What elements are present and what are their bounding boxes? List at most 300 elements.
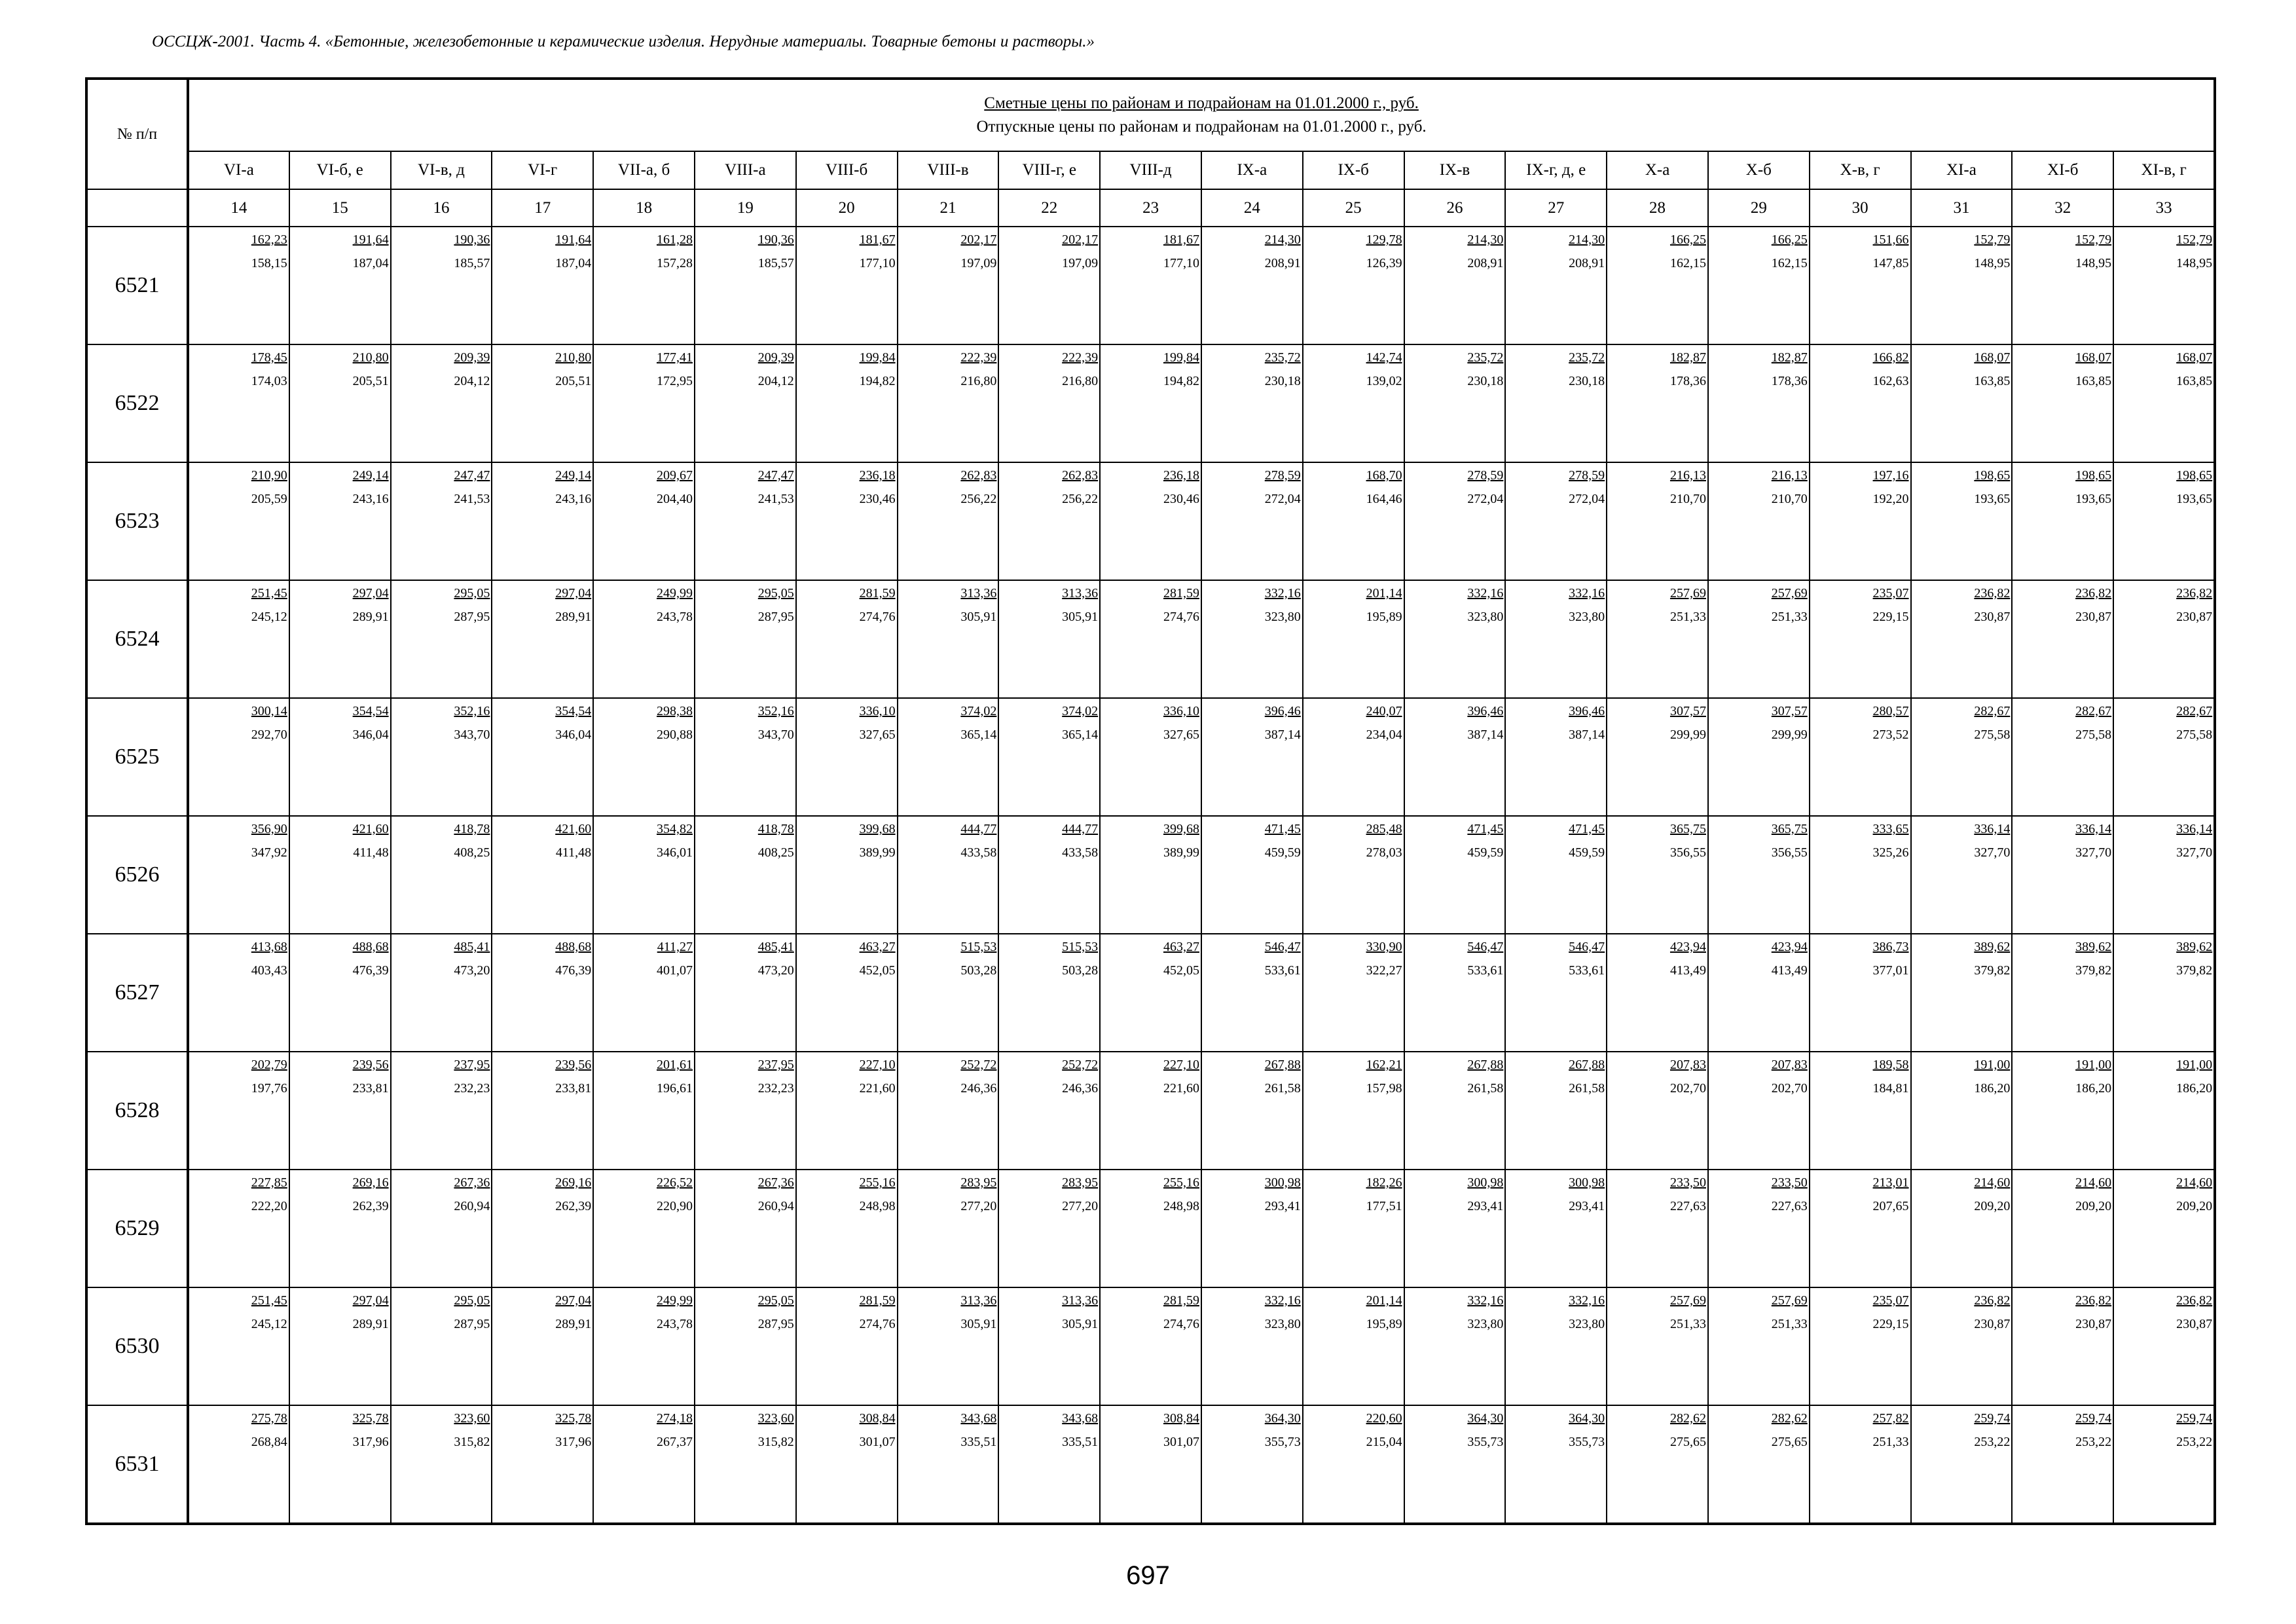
- release-price: 233,81: [555, 1081, 592, 1096]
- price-cell: [1810, 816, 1911, 934]
- estimate-price: 236,82: [2075, 586, 2112, 600]
- release-price: 194,82: [1163, 374, 1199, 388]
- price-cell: [998, 698, 1100, 816]
- estimate-price: 365,75: [1771, 822, 1808, 836]
- price-cell: [1607, 227, 1708, 344]
- row-number: 6524: [86, 580, 188, 698]
- price-cell: [1708, 462, 1810, 580]
- release-price: 241,53: [454, 492, 490, 506]
- release-price: 377,01: [1872, 963, 1909, 978]
- release-price: 452,05: [1163, 963, 1199, 978]
- estimate-price: 210,80: [555, 350, 592, 365]
- release-price: 473,20: [454, 963, 490, 978]
- release-price: 411,48: [555, 845, 592, 860]
- estimate-price: 249,14: [352, 468, 389, 483]
- release-price: 289,91: [555, 610, 592, 624]
- release-price: 275,58: [2075, 728, 2112, 742]
- release-price: 327,70: [1974, 845, 2011, 860]
- estimate-price: 282,67: [1974, 704, 2011, 718]
- price-cell: [2012, 934, 2113, 1052]
- price-cell: [1201, 816, 1303, 934]
- price-cell: [1505, 580, 1607, 698]
- release-price: 323,80: [1264, 610, 1301, 624]
- estimate-price: 247,47: [454, 468, 490, 483]
- price-cell: [1100, 1287, 1201, 1405]
- release-price: 365,14: [1062, 728, 1099, 742]
- release-price: 287,95: [757, 1317, 794, 1331]
- estimate-price: 295,05: [454, 1293, 490, 1308]
- estimate-price: 189,58: [1872, 1058, 1909, 1072]
- price-cell: [1201, 934, 1303, 1052]
- estimate-price: 421,60: [352, 822, 389, 836]
- release-price: 126,39: [1366, 256, 1402, 270]
- region-header: VIII-в: [898, 151, 999, 189]
- estimate-price: 332,16: [1264, 586, 1301, 600]
- estimate-price: 307,57: [1771, 704, 1808, 718]
- release-price: 389,99: [859, 845, 896, 860]
- estimate-price: 249,14: [555, 468, 592, 483]
- estimate-price: 278,59: [1569, 468, 1605, 483]
- price-cell: [1100, 227, 1201, 344]
- release-price: 220,90: [656, 1199, 693, 1213]
- price-cell: [1911, 698, 2013, 816]
- release-price: 185,57: [454, 256, 490, 270]
- release-price: 251,33: [1771, 610, 1808, 624]
- estimate-price: 257,69: [1669, 586, 1706, 600]
- estimate-price: 207,83: [1669, 1058, 1706, 1072]
- estimate-price: 399,68: [1163, 822, 1199, 836]
- release-price: 246,36: [960, 1081, 997, 1096]
- estimate-price: 236,82: [1974, 586, 2011, 600]
- release-price: 272,04: [1569, 492, 1605, 506]
- estimate-price: 191,00: [2075, 1058, 2112, 1072]
- release-price: 389,99: [1163, 845, 1199, 860]
- release-price: 230,18: [1264, 374, 1301, 388]
- release-price: 230,87: [2075, 1317, 2112, 1331]
- estimate-price: 222,39: [1062, 350, 1099, 365]
- release-price: 205,51: [555, 374, 592, 388]
- price-cell: [1708, 816, 1810, 934]
- estimate-price: 298,38: [656, 704, 693, 718]
- table-row: [86, 1170, 2215, 1287]
- release-price: 503,28: [1062, 963, 1099, 978]
- release-price: 335,51: [1062, 1435, 1099, 1449]
- estimate-price: 249,99: [656, 1293, 693, 1308]
- estimate-price: 190,36: [454, 232, 490, 247]
- price-cell: [1303, 698, 1404, 816]
- estimate-price: 237,95: [454, 1058, 490, 1072]
- estimate-price: 356,90: [251, 822, 287, 836]
- price-cell: [391, 1287, 492, 1405]
- release-price: 401,07: [656, 963, 693, 978]
- estimate-price: 463,27: [859, 940, 896, 954]
- price-cell: [289, 580, 391, 698]
- price-cell: [2012, 344, 2113, 462]
- release-price: 209,20: [1974, 1199, 2011, 1213]
- estimate-price: 240,07: [1366, 704, 1402, 718]
- release-price: 452,05: [859, 963, 896, 978]
- column-number: 19: [695, 189, 796, 227]
- price-cell: [796, 344, 898, 462]
- estimate-price: 233,50: [1771, 1175, 1808, 1190]
- estimate-price: 325,78: [555, 1411, 592, 1426]
- price-cell: [1505, 1405, 1607, 1524]
- price-cell: [2113, 227, 2215, 344]
- price-cell: [2113, 1287, 2215, 1405]
- estimate-price: 330,90: [1366, 940, 1402, 954]
- estimate-price: 313,36: [960, 586, 997, 600]
- release-price: 227,63: [1669, 1199, 1706, 1213]
- release-price: 197,09: [960, 256, 997, 270]
- estimate-price: 257,69: [1771, 1293, 1808, 1308]
- release-price: 204,40: [656, 492, 693, 506]
- estimate-price: 236,82: [1974, 1293, 2011, 1308]
- estimate-price: 226,52: [656, 1175, 693, 1190]
- price-cell: [1303, 227, 1404, 344]
- row-number: 6521: [86, 227, 188, 344]
- estimate-price: 282,62: [1669, 1411, 1706, 1426]
- price-cell: [695, 462, 796, 580]
- release-price: 177,51: [1366, 1199, 1402, 1213]
- release-price: 158,15: [251, 256, 287, 270]
- column-number: 17: [492, 189, 593, 227]
- price-cell: [2113, 344, 2215, 462]
- column-number: 25: [1303, 189, 1404, 227]
- release-price: 387,14: [1467, 728, 1504, 742]
- release-price: 299,99: [1771, 728, 1808, 742]
- estimate-price: 201,61: [656, 1058, 693, 1072]
- release-price: 222,20: [251, 1199, 287, 1213]
- price-cell: [289, 1287, 391, 1405]
- release-price: 230,18: [1467, 374, 1504, 388]
- estimate-price: 300,98: [1467, 1175, 1504, 1190]
- table-row: [86, 934, 2215, 1052]
- price-cell: [998, 227, 1100, 344]
- estimate-price: 207,83: [1771, 1058, 1808, 1072]
- estimate-price: 354,54: [555, 704, 592, 718]
- estimate-price: 201,14: [1366, 1293, 1402, 1308]
- estimate-price: 191,64: [555, 232, 592, 247]
- estimate-price: 252,72: [960, 1058, 997, 1072]
- release-price: 327,70: [2075, 845, 2112, 860]
- price-cell: [1810, 698, 1911, 816]
- release-price: 197,09: [1062, 256, 1099, 270]
- price-cell: [796, 1170, 898, 1287]
- release-price: 325,26: [1872, 845, 1909, 860]
- price-cell: [2113, 816, 2215, 934]
- price-cell: [391, 344, 492, 462]
- estimate-price: 259,74: [1974, 1411, 2011, 1426]
- row-number-header: № п/п: [86, 79, 188, 189]
- release-price: 184,81: [1872, 1081, 1909, 1096]
- estimate-price: 413,68: [251, 940, 287, 954]
- estimate-price: 236,82: [2075, 1293, 2112, 1308]
- estimate-price: 166,25: [1669, 232, 1706, 247]
- release-price: 185,57: [757, 256, 794, 270]
- column-number: 21: [898, 189, 999, 227]
- price-cell: [289, 1170, 391, 1287]
- price-cell: [1303, 1052, 1404, 1170]
- release-price: 232,23: [757, 1081, 794, 1096]
- estimate-price: 236,18: [1163, 468, 1199, 483]
- column-number-blank: [86, 189, 188, 227]
- estimate-price: 399,68: [859, 822, 896, 836]
- price-cell: [1810, 344, 1911, 462]
- price-cell: [1708, 580, 1810, 698]
- price-cell: [1708, 344, 1810, 462]
- estimate-price: 210,80: [352, 350, 389, 365]
- release-price: 147,85: [1872, 256, 1909, 270]
- price-cell: [1911, 462, 2013, 580]
- document-header: ОССЦЖ-2001. Часть 4. «Бетонные, железобетонные и керамические изделия. Нерудные материалы. Товарные бетоны и растворы.»: [152, 33, 1095, 50]
- price-cell: [2012, 227, 2113, 344]
- estimate-price: 178,45: [251, 350, 287, 365]
- estimate-price: 166,25: [1771, 232, 1808, 247]
- release-price: 197,76: [251, 1081, 287, 1096]
- release-price: 193,65: [1974, 492, 2011, 506]
- release-price: 268,84: [251, 1435, 287, 1449]
- price-cell: [1911, 1405, 2013, 1524]
- region-header: VI-а: [188, 151, 289, 189]
- estimate-price: 267,88: [1569, 1058, 1605, 1072]
- release-price: 186,20: [1974, 1081, 2011, 1096]
- release-price: 260,94: [757, 1199, 794, 1213]
- release-price: 403,43: [251, 963, 287, 978]
- price-cell: [593, 227, 695, 344]
- estimate-price: 546,47: [1264, 940, 1301, 954]
- release-price: 221,60: [859, 1081, 896, 1096]
- estimate-price: 168,07: [1974, 350, 2011, 365]
- price-cell: [188, 462, 289, 580]
- estimate-price: 389,62: [2075, 940, 2112, 954]
- estimate-price: 374,02: [1062, 704, 1099, 718]
- release-price: 299,99: [1669, 728, 1706, 742]
- release-price: 230,87: [1974, 610, 2011, 624]
- estimate-price: 444,77: [960, 822, 997, 836]
- estimate-price: 214,60: [2075, 1175, 2112, 1190]
- price-cell: [695, 1170, 796, 1287]
- price-cell: [289, 227, 391, 344]
- estimate-price: 182,87: [1771, 350, 1808, 365]
- estimate-price: 485,41: [454, 940, 490, 954]
- estimate-price: 129,78: [1366, 232, 1402, 247]
- release-price: 162,15: [1669, 256, 1706, 270]
- release-price: 178,36: [1669, 374, 1706, 388]
- region-header-row: [86, 151, 2215, 189]
- price-cell: [2113, 462, 2215, 580]
- release-price: 275,65: [1771, 1435, 1808, 1449]
- estimate-price: 282,67: [2075, 704, 2112, 718]
- estimate-price: 295,05: [454, 586, 490, 600]
- release-price: 164,46: [1366, 492, 1402, 506]
- release-price: 216,80: [960, 374, 997, 388]
- price-cell: [898, 462, 999, 580]
- estimate-price: 252,72: [1062, 1058, 1099, 1072]
- price-cell: [2012, 816, 2113, 934]
- column-number: 32: [2012, 189, 2113, 227]
- price-cell: [1100, 934, 1201, 1052]
- release-price: 230,87: [2176, 1317, 2213, 1331]
- price-cell: [391, 227, 492, 344]
- estimate-price: 151,66: [1872, 232, 1909, 247]
- release-price: 323,80: [1264, 1317, 1301, 1331]
- price-cell: [1201, 1052, 1303, 1170]
- release-price: 275,58: [2176, 728, 2213, 742]
- estimate-price: 152,79: [1974, 232, 2011, 247]
- estimate-price: 222,39: [960, 350, 997, 365]
- price-cell: [1100, 816, 1201, 934]
- estimate-price: 336,14: [2075, 822, 2112, 836]
- release-price: 139,02: [1366, 374, 1402, 388]
- release-price: 205,59: [251, 492, 287, 506]
- release-price: 174,03: [251, 374, 287, 388]
- release-price: 186,20: [2176, 1081, 2213, 1096]
- price-cell: [1505, 934, 1607, 1052]
- release-price: 256,22: [1062, 492, 1099, 506]
- release-price: 533,61: [1264, 963, 1301, 978]
- estimate-price: 182,87: [1669, 350, 1706, 365]
- price-cell: [898, 698, 999, 816]
- price-cell: [1505, 1052, 1607, 1170]
- release-price: 476,39: [352, 963, 389, 978]
- release-price: 323,80: [1569, 1317, 1605, 1331]
- release-price: 355,73: [1467, 1435, 1504, 1449]
- estimate-price: 332,16: [1467, 586, 1504, 600]
- release-price: 243,78: [656, 610, 693, 624]
- estimate-price: 313,36: [1062, 586, 1099, 600]
- estimate-price-title: Сметные цены по районам и подрайонам на 01.01.2000 г., руб.: [984, 94, 1419, 112]
- price-cell: [1708, 934, 1810, 1052]
- price-cell: [188, 1052, 289, 1170]
- price-cell: [1404, 462, 1506, 580]
- price-cell: [1810, 1287, 1911, 1405]
- estimate-price: 262,83: [960, 468, 997, 483]
- estimate-price: 251,45: [251, 1293, 287, 1308]
- price-cell: [1607, 1170, 1708, 1287]
- release-price: 290,88: [656, 728, 693, 742]
- price-cell: [796, 698, 898, 816]
- release-price: 245,12: [251, 610, 287, 624]
- price-cell: [1404, 698, 1506, 816]
- price-cell: [695, 1405, 796, 1524]
- region-header: VIII-а: [695, 151, 796, 189]
- estimate-price: 352,16: [454, 704, 490, 718]
- estimate-price: 152,79: [2075, 232, 2112, 247]
- price-cell: [1810, 1170, 1911, 1287]
- estimate-price: 216,13: [1771, 468, 1808, 483]
- release-price: 229,15: [1872, 610, 1909, 624]
- price-cell: [796, 227, 898, 344]
- release-price: 473,20: [757, 963, 794, 978]
- region-header: IX-б: [1303, 151, 1404, 189]
- estimate-price: 257,82: [1872, 1411, 1909, 1426]
- estimate-price: 423,94: [1771, 940, 1808, 954]
- estimate-price: 336,10: [1163, 704, 1199, 718]
- price-cell: [1911, 1052, 2013, 1170]
- estimate-price: 198,65: [2176, 468, 2213, 483]
- release-price: 157,28: [656, 256, 693, 270]
- price-cell: [695, 344, 796, 462]
- price-cell: [1911, 1170, 2013, 1287]
- release-price: 215,04: [1366, 1435, 1402, 1449]
- price-cell: [1607, 580, 1708, 698]
- page-number: 697: [1126, 1561, 1170, 1590]
- row-number: 6523: [86, 462, 188, 580]
- release-price: 202,70: [1669, 1081, 1706, 1096]
- estimate-price: 281,59: [1163, 1293, 1199, 1308]
- release-price: 187,04: [352, 256, 389, 270]
- estimate-price: 323,60: [454, 1411, 490, 1426]
- release-price: 413,49: [1771, 963, 1808, 978]
- release-price: 208,91: [1467, 256, 1504, 270]
- price-cell: [998, 344, 1100, 462]
- price-cell: [1404, 1052, 1506, 1170]
- release-price: 292,70: [251, 728, 287, 742]
- price-cell: [2113, 698, 2215, 816]
- estimate-price: 308,84: [1163, 1411, 1199, 1426]
- estimate-price: 235,07: [1872, 586, 1909, 600]
- release-price: 230,87: [2176, 610, 2213, 624]
- estimate-price: 343,68: [1062, 1411, 1099, 1426]
- price-cell: [1810, 1052, 1911, 1170]
- column-number: 18: [593, 189, 695, 227]
- price-cell: [1607, 462, 1708, 580]
- release-price: 172,95: [656, 374, 693, 388]
- price-cell: [1303, 1287, 1404, 1405]
- price-cell: [695, 698, 796, 816]
- estimate-price: 471,45: [1264, 822, 1301, 836]
- estimate-price: 210,90: [251, 468, 287, 483]
- price-cell: [1404, 227, 1506, 344]
- estimate-price: 354,54: [352, 704, 389, 718]
- estimate-price: 227,10: [859, 1058, 896, 1072]
- release-price: 379,82: [1974, 963, 2011, 978]
- release-price: 275,65: [1669, 1435, 1706, 1449]
- release-price: 245,12: [251, 1317, 287, 1331]
- release-price: 230,87: [2075, 610, 2112, 624]
- estimate-price: 332,16: [1467, 1293, 1504, 1308]
- release-price: 356,55: [1669, 845, 1706, 860]
- price-cell: [391, 1052, 492, 1170]
- estimate-price: 267,36: [454, 1175, 490, 1190]
- price-cell: [1708, 1405, 1810, 1524]
- estimate-price: 515,53: [1062, 940, 1099, 954]
- price-cell: [1100, 1052, 1201, 1170]
- estimate-price: 281,59: [859, 1293, 896, 1308]
- price-cell: [1607, 344, 1708, 462]
- estimate-price: 168,70: [1366, 468, 1402, 483]
- region-header: XI-б: [2012, 151, 2113, 189]
- release-price: 262,39: [352, 1199, 389, 1213]
- estimate-price: 239,56: [555, 1058, 592, 1072]
- release-price: 387,14: [1569, 728, 1605, 742]
- release-price: 248,98: [859, 1199, 896, 1213]
- estimate-price: 190,36: [757, 232, 794, 247]
- estimate-price: 262,83: [1062, 468, 1099, 483]
- column-number: 33: [2113, 189, 2215, 227]
- release-price: 261,58: [1467, 1081, 1504, 1096]
- price-cell: [492, 227, 593, 344]
- table-row: [86, 698, 2215, 816]
- price-cell: [1303, 1170, 1404, 1287]
- price-cell: [593, 344, 695, 462]
- price-cell: [289, 344, 391, 462]
- release-price: 227,63: [1771, 1199, 1808, 1213]
- estimate-price: 237,95: [757, 1058, 794, 1072]
- row-number: 6527: [86, 934, 188, 1052]
- release-price: 305,91: [1062, 610, 1099, 624]
- release-price: 323,80: [1467, 1317, 1504, 1331]
